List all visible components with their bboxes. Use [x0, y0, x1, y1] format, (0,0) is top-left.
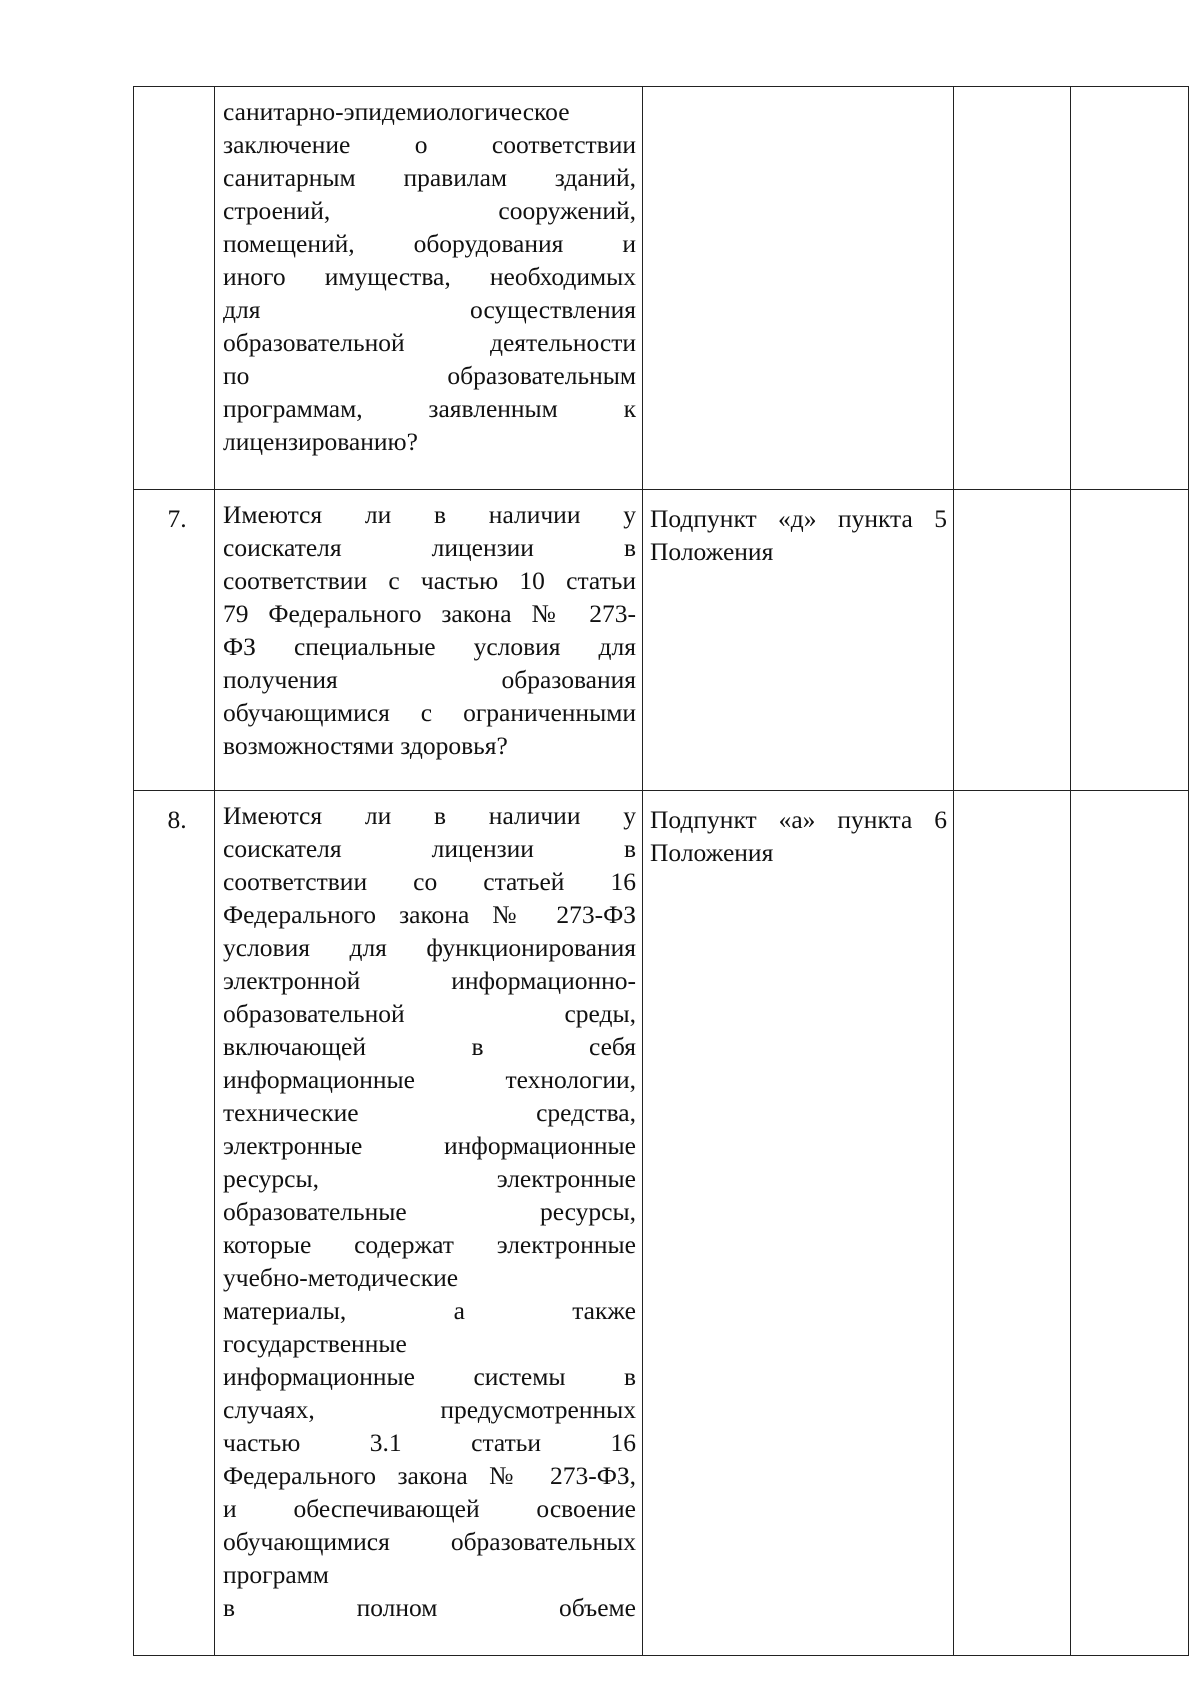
question-line: частью 3.1 статьи 16 [223, 1428, 636, 1457]
question-line: обучающимися образовательных [223, 1527, 636, 1556]
question-line: образовательной среды, [223, 999, 636, 1028]
empty-cell [1071, 490, 1189, 791]
row-number: 7. [167, 504, 187, 533]
question-line: условия для функционирования [223, 933, 636, 962]
reference-cell [643, 791, 954, 1656]
question-line: по образовательным [223, 361, 636, 390]
question-line: заключение о соответствии [223, 130, 636, 159]
question-line: строений, сооружений, [223, 196, 636, 225]
question-cell [215, 490, 643, 791]
question-line: получения образования [223, 665, 636, 694]
question-line: Имеются ли в наличии у [223, 801, 636, 830]
question-line: ФЗ специальные условия для [223, 632, 636, 661]
question-line: образовательной деятельности [223, 328, 636, 357]
question-cell [215, 87, 643, 490]
checklist-table [133, 86, 1189, 1656]
question-line: соответствии с частью 10 статьи [223, 566, 636, 595]
question-line: случаях, предусмотренных [223, 1395, 636, 1424]
empty-cell [954, 791, 1071, 1656]
reference-line: Подпункт «а» пункта 6 [650, 805, 947, 834]
question-line: программ [223, 1560, 329, 1589]
row-number: 8. [167, 805, 187, 834]
question-line: соискателя лицензии в [223, 834, 636, 863]
question-line: материалы, а также [223, 1296, 636, 1325]
reference-line: Положения [650, 537, 774, 566]
table-row [134, 87, 1189, 490]
question-line: для осуществления [223, 295, 636, 324]
question-line: соответствии со статьей 16 [223, 867, 636, 896]
row-number-cell [134, 791, 215, 1656]
question-line: 79 Федерального закона № 273- [223, 599, 636, 628]
reference-cell [643, 490, 954, 791]
question-line: образовательные ресурсы, [223, 1197, 636, 1226]
question-line: программам, заявленным к [223, 394, 636, 423]
question-line: Имеются ли в наличии у [223, 500, 636, 529]
empty-cell [954, 87, 1071, 490]
question-line: соискателя лицензии в [223, 533, 636, 562]
row-number-cell [134, 490, 215, 791]
empty-cell [1071, 87, 1189, 490]
reference-line: Подпункт «д» пункта 5 [650, 504, 947, 533]
reference-line: Положения [650, 838, 774, 867]
empty-cell [954, 490, 1071, 791]
question-cell [215, 791, 643, 1656]
question-line: ресурсы, электронные [223, 1164, 636, 1193]
question-line: учебно-методические [223, 1263, 459, 1292]
question-line: возможностями здоровья? [223, 731, 508, 760]
question-line: лицензированию? [223, 427, 418, 456]
question-line: обучающимися с ограниченными [223, 698, 636, 727]
reference-cell [643, 87, 954, 490]
question-line: информационные системы в [223, 1362, 636, 1391]
question-line: в полном объеме [223, 1593, 636, 1622]
table-row [134, 791, 1189, 1656]
question-line: Федерального закона № 273-ФЗ [223, 900, 636, 929]
question-line: информационные технологии, [223, 1065, 636, 1094]
question-line: государственные [223, 1329, 407, 1358]
question-line: Федерального закона № 273-ФЗ, [223, 1461, 636, 1490]
question-line: технические средства, [223, 1098, 636, 1127]
table-row [134, 490, 1189, 791]
question-line: включающей в себя [223, 1032, 636, 1061]
question-line: санитарным правилам зданий, [223, 163, 636, 192]
empty-cell [1071, 791, 1189, 1656]
question-line: электронной информационно- [223, 966, 636, 995]
question-line: иного имущества, необходимых [223, 262, 636, 291]
question-line: санитарно-эпидемиологическое [223, 97, 570, 126]
question-line: и обеспечивающей освоение [223, 1494, 636, 1523]
question-line: которые содержат электронные [223, 1230, 636, 1259]
question-line: помещений, оборудования и [223, 229, 636, 258]
row-number-cell [134, 87, 215, 490]
question-line: электронные информационные [223, 1131, 636, 1160]
